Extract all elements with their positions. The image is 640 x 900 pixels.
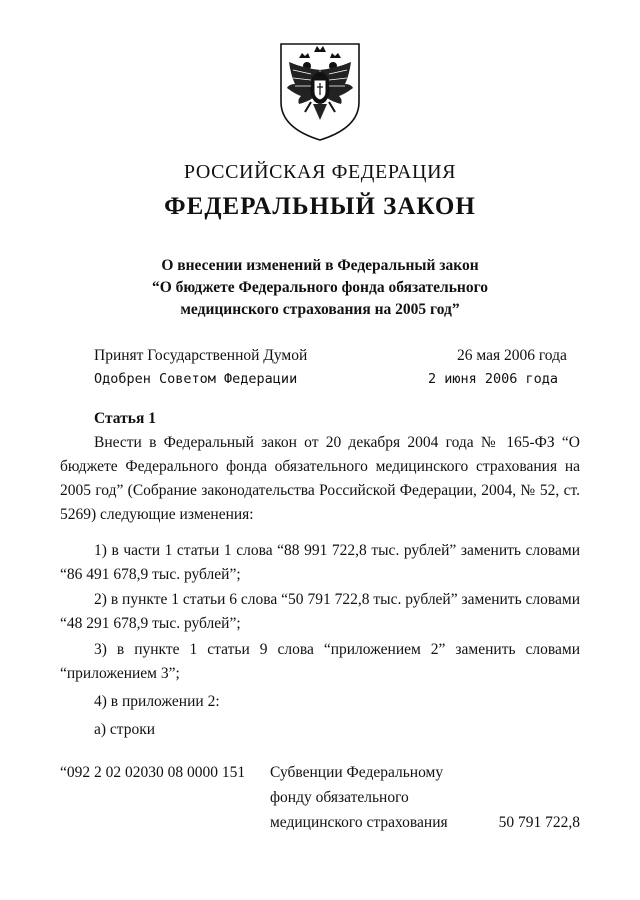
document-type: ФЕДЕРАЛЬНЫЙ ЗАКОН	[164, 193, 476, 220]
duma-adoption-date: 26 мая 2006 года	[457, 347, 567, 364]
article-item-3: 3) в пункте 1 статьи 9 слова “приложением 2” заменить словами “приложением 3”;	[60, 641, 580, 682]
duma-adoption-label: Принят Государственной Думой	[94, 347, 308, 364]
row-amount: 50 791 722,8	[498, 814, 580, 831]
coat-of-arms-icon	[277, 40, 363, 144]
subject-line-2: “О бюджете Федерального фонда обязательного	[152, 279, 488, 296]
table-row	[60, 760, 580, 840]
article-heading: Статья 1	[94, 410, 156, 427]
article-item-2: 2) в пункте 1 статьи 6 слова “50 791 722,8 тыс. рублей” заменить словами “48 291 678,9 тыс. рублей”;	[60, 591, 580, 632]
country-name: РОССИЙСКАЯ ФЕДЕРАЦИЯ	[183, 161, 457, 183]
law-subject	[100, 255, 540, 321]
row-description-line-2: фонду обязательного	[270, 789, 409, 806]
subject-line-3: медицинского страхования на 2005 год”	[180, 301, 460, 318]
article-intro: Внести в Федеральный закон от 20 декабря 2004 года № 165-ФЗ “О бюджете Федерального фонда обязательного медицинского страхования на 2005 год” (Собрание законодательства Российской Федерации, 2004, № 52, ст. 5269) следующие изменения:	[60, 434, 580, 523]
row-description-line-3: медицинского страхования	[270, 814, 448, 831]
article-item-4: 4) в приложении 2:	[94, 693, 220, 710]
council-approval-label: Одобрен Советом Федерации	[94, 371, 298, 387]
article-item-1: 1) в части 1 статьи 1 слова “88 991 722,8 тыс. рублей” заменить словами “86 491 678,9 тыс. рублей”;	[60, 542, 580, 583]
subject-line-1: О внесении изменений в Федеральный закон	[161, 257, 479, 274]
article-item-4a: а) строки	[94, 721, 156, 738]
row-description-line-1: Субвенции Федеральному	[270, 764, 444, 781]
budget-code: “092 2 02 02030 08 0000 151	[60, 764, 246, 781]
council-approval-date: 2 июня 2006 года	[428, 371, 559, 387]
